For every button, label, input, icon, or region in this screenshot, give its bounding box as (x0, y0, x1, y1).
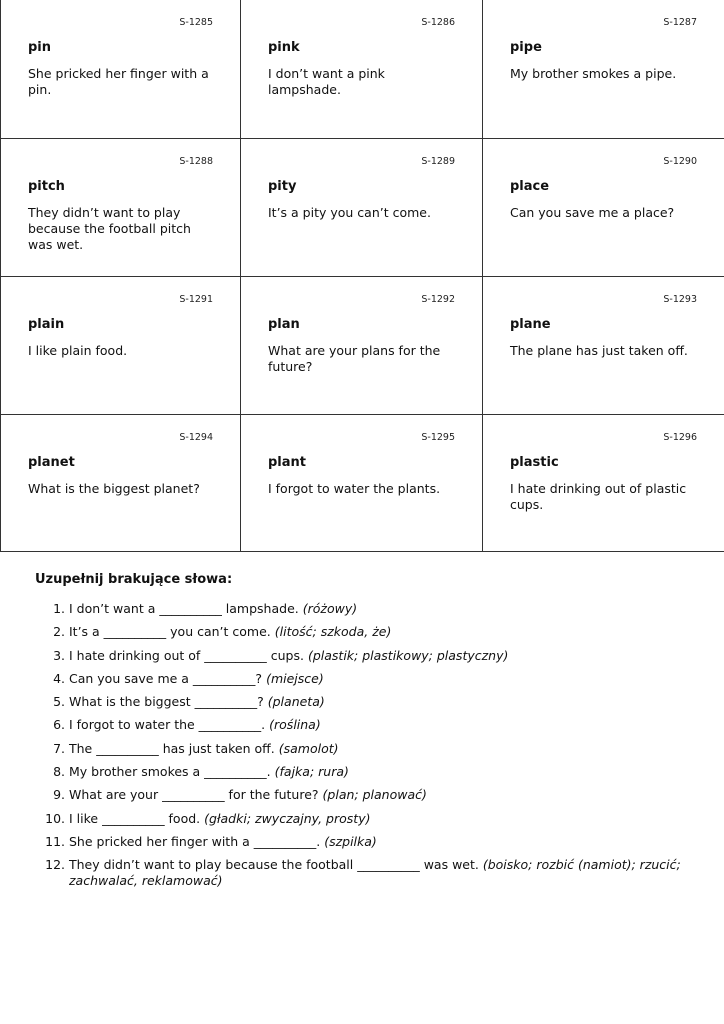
item-text: It’s a __________ you can’t come. (69, 624, 271, 640)
exercise-list (35, 601, 685, 889)
exercise-item (69, 764, 685, 780)
card-sentence: She pricked her finger with a pin. (28, 66, 209, 97)
item-text: I hate drinking out of __________ cups. (69, 647, 304, 663)
item-text: My brother smokes a __________. (69, 764, 271, 780)
item-hint: (boisko; rozbić (namiot); rzucić; zachwalać, reklamować) (69, 857, 681, 889)
exercise-item (69, 787, 685, 803)
card-sentence: They didn’t want to play because the football pitch was wet. (28, 205, 191, 252)
item-hint: (fajka; rura) (274, 764, 349, 780)
flashcard (483, 138, 724, 276)
exercise-item (69, 671, 685, 687)
item-text: Can you save me a __________? (69, 670, 263, 686)
card-sentence: It’s a pity you can’t come. (268, 205, 431, 220)
flashcard (483, 0, 724, 138)
exercise-item (69, 717, 685, 733)
exercise-title: Uzupełnij brakujące słowa: (35, 572, 233, 587)
item-hint: (plastik; plastikowy; plastyczny) (307, 647, 509, 663)
card-word: plastic (510, 455, 559, 470)
card-code: S-1288 (179, 156, 213, 167)
card-sentence: I forgot to water the plants. (268, 481, 441, 496)
card-word: pin (28, 40, 52, 55)
exercise-item (69, 601, 685, 617)
flashcard (241, 276, 483, 414)
card-word: place (510, 179, 550, 194)
flashcard (0, 414, 241, 552)
item-hint: (różowy) (302, 601, 358, 616)
item-hint: (miejsce) (266, 670, 324, 686)
flashcard (0, 138, 241, 276)
item-hint: (samolot) (278, 740, 339, 756)
item-hint: (plan; planować) (322, 787, 427, 803)
exercise-item (69, 857, 685, 889)
item-hint: (planeta) (267, 694, 325, 710)
card-word: pity (268, 179, 297, 194)
card-sentence: I hate drinking out of plastic cups. (510, 481, 687, 512)
exercise-item (69, 648, 685, 664)
item-text: The __________ has just taken off. (69, 740, 275, 756)
exercise-item (69, 811, 685, 827)
item-hint: (gładki; zwyczajny, prosty) (204, 810, 371, 826)
card-word: pipe (510, 40, 542, 55)
card-code: S-1289 (421, 156, 455, 167)
card-sentence: I don’t want a pink lampshade. (268, 66, 385, 97)
item-text: What are your __________ for the future? (69, 787, 319, 803)
item-text: I don’t want a __________ lampshade. (69, 601, 299, 616)
item-hint: (litość; szkoda, że) (274, 624, 392, 640)
item-hint: (roślina) (269, 717, 321, 733)
fill-in-exercise (35, 572, 685, 897)
item-text: I forgot to water the __________. (69, 717, 266, 733)
card-code: S-1290 (663, 156, 697, 167)
flashcard (241, 414, 483, 552)
exercise-item (69, 624, 685, 640)
card-sentence: What are your plans for the future? (268, 343, 441, 374)
card-code: S-1287 (663, 17, 697, 28)
item-text: She pricked her finger with a __________. (69, 833, 321, 849)
card-word: plan (268, 317, 300, 332)
card-sentence: My brother smokes a pipe. (510, 66, 677, 81)
exercise-item (69, 741, 685, 757)
flashcard (483, 276, 724, 414)
card-word: plain (28, 317, 65, 332)
card-code: S-1293 (663, 294, 697, 305)
card-code: S-1295 (421, 432, 455, 443)
item-hint: (szpilka) (324, 833, 377, 849)
card-word: planet (28, 455, 75, 470)
flashcard (0, 276, 241, 414)
exercise-item (69, 834, 685, 850)
exercise-item (69, 694, 685, 710)
card-code: S-1285 (179, 17, 213, 28)
flashcard (241, 0, 483, 138)
flashcard (241, 138, 483, 276)
card-sentence: Can you save me a place? (510, 205, 675, 220)
card-code: S-1296 (663, 432, 697, 443)
item-text: They didn’t want to play because the football __________ was wet. (69, 857, 479, 873)
card-sentence: What is the biggest planet? (28, 481, 200, 496)
card-sentence: I like plain food. (28, 343, 128, 358)
card-word: pink (268, 40, 300, 55)
card-word: plane (510, 317, 551, 332)
card-word: pitch (28, 179, 65, 194)
card-sentence: The plane has just taken off. (510, 343, 688, 358)
card-code: S-1294 (179, 432, 213, 443)
item-text: What is the biggest __________? (69, 694, 264, 710)
card-word: plant (268, 455, 307, 470)
flashcard (483, 414, 724, 552)
card-code: S-1286 (421, 17, 455, 28)
card-code: S-1291 (179, 294, 213, 305)
card-code: S-1292 (421, 294, 455, 305)
item-text: I like __________ food. (69, 810, 201, 826)
flashcard (0, 0, 241, 138)
